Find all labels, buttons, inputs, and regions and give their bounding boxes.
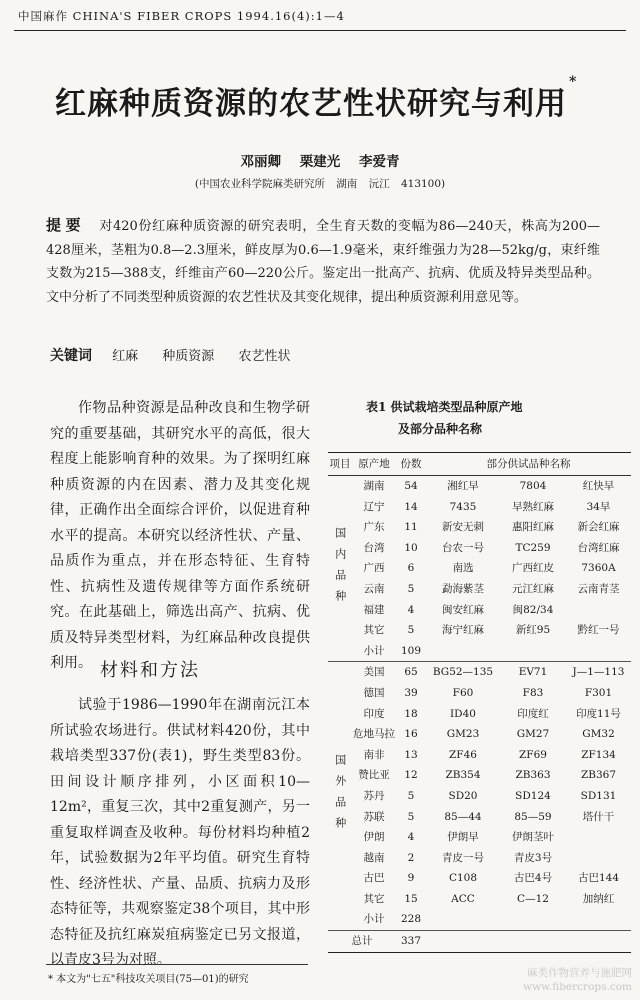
keyword: 农艺性状 [238, 349, 291, 364]
table-cell: F83 [522, 686, 544, 699]
author-list [0, 150, 640, 170]
table-cell: 美国 [352, 662, 396, 683]
table-cell: 广东 [363, 521, 385, 534]
table-cell: 13 [404, 748, 418, 761]
table-cell: C108 [448, 872, 478, 885]
table-caption: 表1 供试栽培类型品种原产地 [366, 400, 523, 414]
table-cell: 印度 [363, 707, 385, 720]
table-cell: 勐海紫茎 [442, 582, 484, 595]
table-cell: 9 [407, 872, 415, 885]
table-header-cell: 项目 [328, 453, 352, 476]
table-cell: ACC [451, 892, 475, 905]
title-footnote-mark: * [569, 74, 578, 90]
footnote-rule [46, 964, 308, 965]
table-cell: 18 [404, 707, 418, 720]
table-cell: 14 [404, 500, 418, 513]
table-cell [426, 909, 631, 930]
table-header-cell: 部分供试品种名称 [426, 453, 631, 476]
table-cell: 小计 [363, 644, 385, 657]
table-body [328, 476, 631, 953]
subtotal-row [328, 641, 631, 662]
table-cell: 6 [407, 562, 415, 575]
table-row [328, 889, 631, 910]
table-cell: 总计 [328, 931, 396, 953]
table-row [328, 724, 631, 745]
table-cell: 危地马拉 [353, 728, 395, 741]
table-cell: 闽82/34 [512, 603, 554, 616]
table-cell: 青皮3号 [513, 851, 553, 864]
table-cell: 越南 [363, 851, 385, 864]
table-cell: 85—59 [514, 810, 552, 823]
intro-paragraph: 作物品种资源是品种改良和生物学研究的重要基础，其研究水平的高低，很大程度上能影响育种的效果。为了探明红麻种质资源的内在因素、潜力及其变化规律，正确作出全面综合评价，以促进育种水平的提高。本研究以经济性状、产量、品质作为重点，并在形态特征、生育特性、抗病性及遗传规律等方面作系统研究。在此基础上，筛选出高产、抗病、优质及特异类型材料，为红麻品种改良提供利用。 [50, 400, 310, 671]
table-cell: 南非 [363, 748, 385, 761]
table-caption-cont: 及部分品种名称 [398, 422, 483, 436]
table-cell: 湖南 [363, 480, 385, 492]
table-cell: 16 [404, 728, 418, 741]
table-cell: 其它 [363, 892, 385, 905]
table-cell: 广西红皮 [512, 562, 554, 575]
table-row [328, 745, 631, 766]
table-cell: EV71 [500, 662, 566, 683]
table-cell: 85—44 [444, 810, 482, 823]
table-cell: 台湾红麻 [577, 541, 620, 554]
table-cell: BG52—135 [426, 662, 500, 683]
section-heading: 材料和方法 [100, 660, 200, 681]
watermark [523, 966, 632, 994]
table-cell: 39 [404, 686, 418, 699]
table-cell [566, 848, 631, 869]
table-cell: 元江红麻 [512, 582, 554, 595]
abstract-label: 提要 [46, 216, 86, 234]
table-cell: TC259 [515, 541, 551, 554]
table-cell: 伊朗早 [447, 831, 479, 844]
table-cell: ZB367 [580, 769, 617, 782]
table-cell: 伊朗 [363, 831, 385, 844]
table-cell: 15 [404, 892, 418, 905]
table-cell: 苏丹 [363, 789, 385, 802]
table-cell: 4 [407, 831, 415, 844]
keyword: 种质资源 [162, 349, 215, 364]
table-cell: 5 [407, 789, 415, 802]
table-cell: 65 [396, 662, 426, 683]
table-cell: 云南 [363, 582, 385, 595]
header-rule [14, 30, 626, 31]
table-row [328, 600, 631, 621]
table-cell: 红快早 [582, 480, 615, 492]
author: 李爱青 [358, 154, 400, 170]
table-cell: 4 [407, 603, 415, 616]
table-cell: 印度红 [517, 707, 549, 720]
table-cell: 新安无刺 [442, 521, 484, 534]
table-cell: ZF46 [449, 748, 477, 761]
table-cell [426, 641, 631, 662]
table-row [328, 786, 631, 807]
table-cell: 青皮一号 [442, 851, 484, 864]
table-row [328, 620, 631, 641]
table-row [328, 848, 631, 869]
keywords-label: 关键词 [50, 348, 92, 364]
table-cell: 台湾 [363, 541, 385, 554]
table-cell: 湘红早 [447, 480, 479, 492]
table-cell: GM32 [582, 728, 615, 741]
table-cell: 闽安红麻 [442, 603, 484, 616]
table-cell: F60 [452, 686, 474, 699]
table-cell: 新会红麻 [577, 521, 620, 534]
table-cell: 7435 [449, 500, 477, 513]
journal-header: 中国麻作 CHINA'S FIBER CROPS 1994.16(4):1—4 [18, 9, 345, 23]
table-cell: 广西 [363, 562, 385, 575]
table-cell: SD131 [580, 789, 617, 802]
table-cell: 塔什干 [582, 810, 615, 823]
table-cell: 赞比亚 [358, 769, 390, 782]
table-cell: 辽宁 [363, 500, 385, 513]
table-cell: ID40 [450, 707, 476, 720]
table-cell: 海宁红麻 [442, 624, 484, 637]
table-row [328, 683, 631, 704]
variety-table [328, 452, 631, 953]
table-cell: 伊朗茎叶 [512, 831, 554, 844]
author: 邓丽卿 [240, 154, 282, 170]
table-cell: 5 [407, 810, 415, 823]
table-cell: 新红95 [515, 624, 551, 637]
table-cell: GM23 [446, 728, 480, 741]
table-cell [566, 827, 631, 848]
table-row [328, 868, 631, 889]
table-cell: 7360A [581, 562, 616, 575]
table-cell: ZF134 [581, 748, 616, 761]
keywords [50, 345, 310, 365]
table-cell: 109 [400, 644, 422, 657]
table-cell: 台农一号 [442, 541, 484, 554]
affiliation: (中国农业科学院麻类研究所 湖南 沅江 413100) [194, 178, 446, 190]
table-cell: 加纳红 [582, 892, 615, 905]
paper-title [55, 74, 578, 123]
table-cell: 2 [407, 851, 415, 864]
table-cell: 10 [404, 541, 418, 554]
table-cell: SD20 [448, 789, 478, 802]
table-cell: 早熟红麻 [512, 500, 554, 513]
table-header-cell: 份数 [396, 453, 426, 476]
table-cell: 11 [404, 521, 418, 534]
methods-paragraph: 试验于1986—1990年在湖南沅江本所试验农场进行。供试材料420份，其中栽培类型337份(表1)，野生类型83份。田间设计顺序排列，小区面积10—12m²，重复三次，其中2重复测产，另一重复取样调查及收种。每份材料均种植2年，试验数据为2年平均值。研究生育特性、经济性状、产量、品质、抗病力及形态特征等，共观察鉴定38个项目，其中形态特征及抗红麻炭疽病鉴定已另文报道，以青皮3号为对照。 [50, 697, 310, 968]
table-cell: 其它 [363, 624, 385, 637]
table-cell: 福建 [363, 603, 385, 616]
table-cell: 古巴144 [577, 872, 620, 885]
table-cell: 印度11号 [576, 707, 621, 720]
total-row [328, 931, 631, 953]
table-cell: ZB354 [445, 769, 481, 782]
table-cell: J—1—113 [566, 662, 631, 683]
table-cell: 34早 [586, 500, 611, 513]
table-row [328, 827, 631, 848]
table-row [328, 765, 631, 786]
subtotal-row [328, 909, 631, 930]
table-cell: ZF69 [519, 748, 547, 761]
table-header-cell: 原产地 [352, 453, 396, 476]
table-cell: 云南青茎 [577, 582, 620, 595]
watermark-line: www.fibercrops.com [523, 981, 632, 993]
table-row [328, 807, 631, 828]
table-cell: 337 [396, 931, 426, 953]
table-row [328, 704, 631, 725]
row-group-label: 国内品种 [333, 526, 347, 611]
table-row [328, 662, 631, 683]
table-cell: 古巴 [363, 872, 385, 885]
keyword: 红麻 [112, 349, 139, 364]
table-row [328, 538, 631, 559]
abstract [46, 214, 600, 309]
table-cell: 古巴4号 [513, 872, 553, 885]
table-row [328, 497, 631, 518]
table-cell: 7804 [519, 480, 547, 492]
table-cell: GM27 [516, 728, 550, 741]
table-cell: F301 [584, 686, 613, 699]
table-cell: 苏联 [363, 810, 385, 823]
table-cell: 54 [404, 480, 418, 492]
table-cell: 德国 [363, 686, 385, 699]
table-cell: 5 [407, 582, 415, 595]
table-cell [566, 600, 631, 621]
table-cell: 12 [404, 769, 418, 782]
table-row [328, 558, 631, 579]
table-cell: 黔红一号 [577, 624, 620, 637]
row-group-label: 国外品种 [328, 662, 352, 931]
author: 栗建光 [299, 154, 341, 170]
watermark-line: 麻类作物营养与施肥网 [527, 967, 632, 979]
table-cell: 5 [407, 624, 415, 637]
table-cell: C—12 [517, 892, 549, 905]
table-cell: 南选 [452, 562, 474, 575]
table-cell: 小计 [363, 913, 385, 926]
footnote: * 本文为"七五"科技攻关项目(75—01)的研究 [48, 974, 249, 985]
table-cell: 228 [400, 913, 422, 926]
table-cell: SD124 [515, 789, 551, 802]
abstract-text: 对420份红麻种质资源的研究表明，全生育天数的变幅为86—240天，株高为200—428厘米，茎粗为0.8—2.3厘米，鲜皮厚为0.6—1.9毫米，束纤维强力为28—52kg/g，束纤维支数为215—388支，纤维亩产60—220公斤。鉴定出一批高产、抗病、优质及特异类型品种。文中分析了不同类型种质资源的农艺性状及其变化规律，提出种质资源利用意见等。 [46, 219, 600, 305]
table-cell [426, 931, 631, 953]
title-text: 红麻种质资源的农艺性状研究与利用 [55, 86, 567, 122]
table-row [328, 579, 631, 600]
table-row [328, 517, 631, 538]
table-cell: 惠阳红麻 [512, 521, 554, 534]
table-row [328, 476, 631, 497]
table-header-row [328, 453, 631, 476]
table-cell: ZB363 [515, 769, 551, 782]
